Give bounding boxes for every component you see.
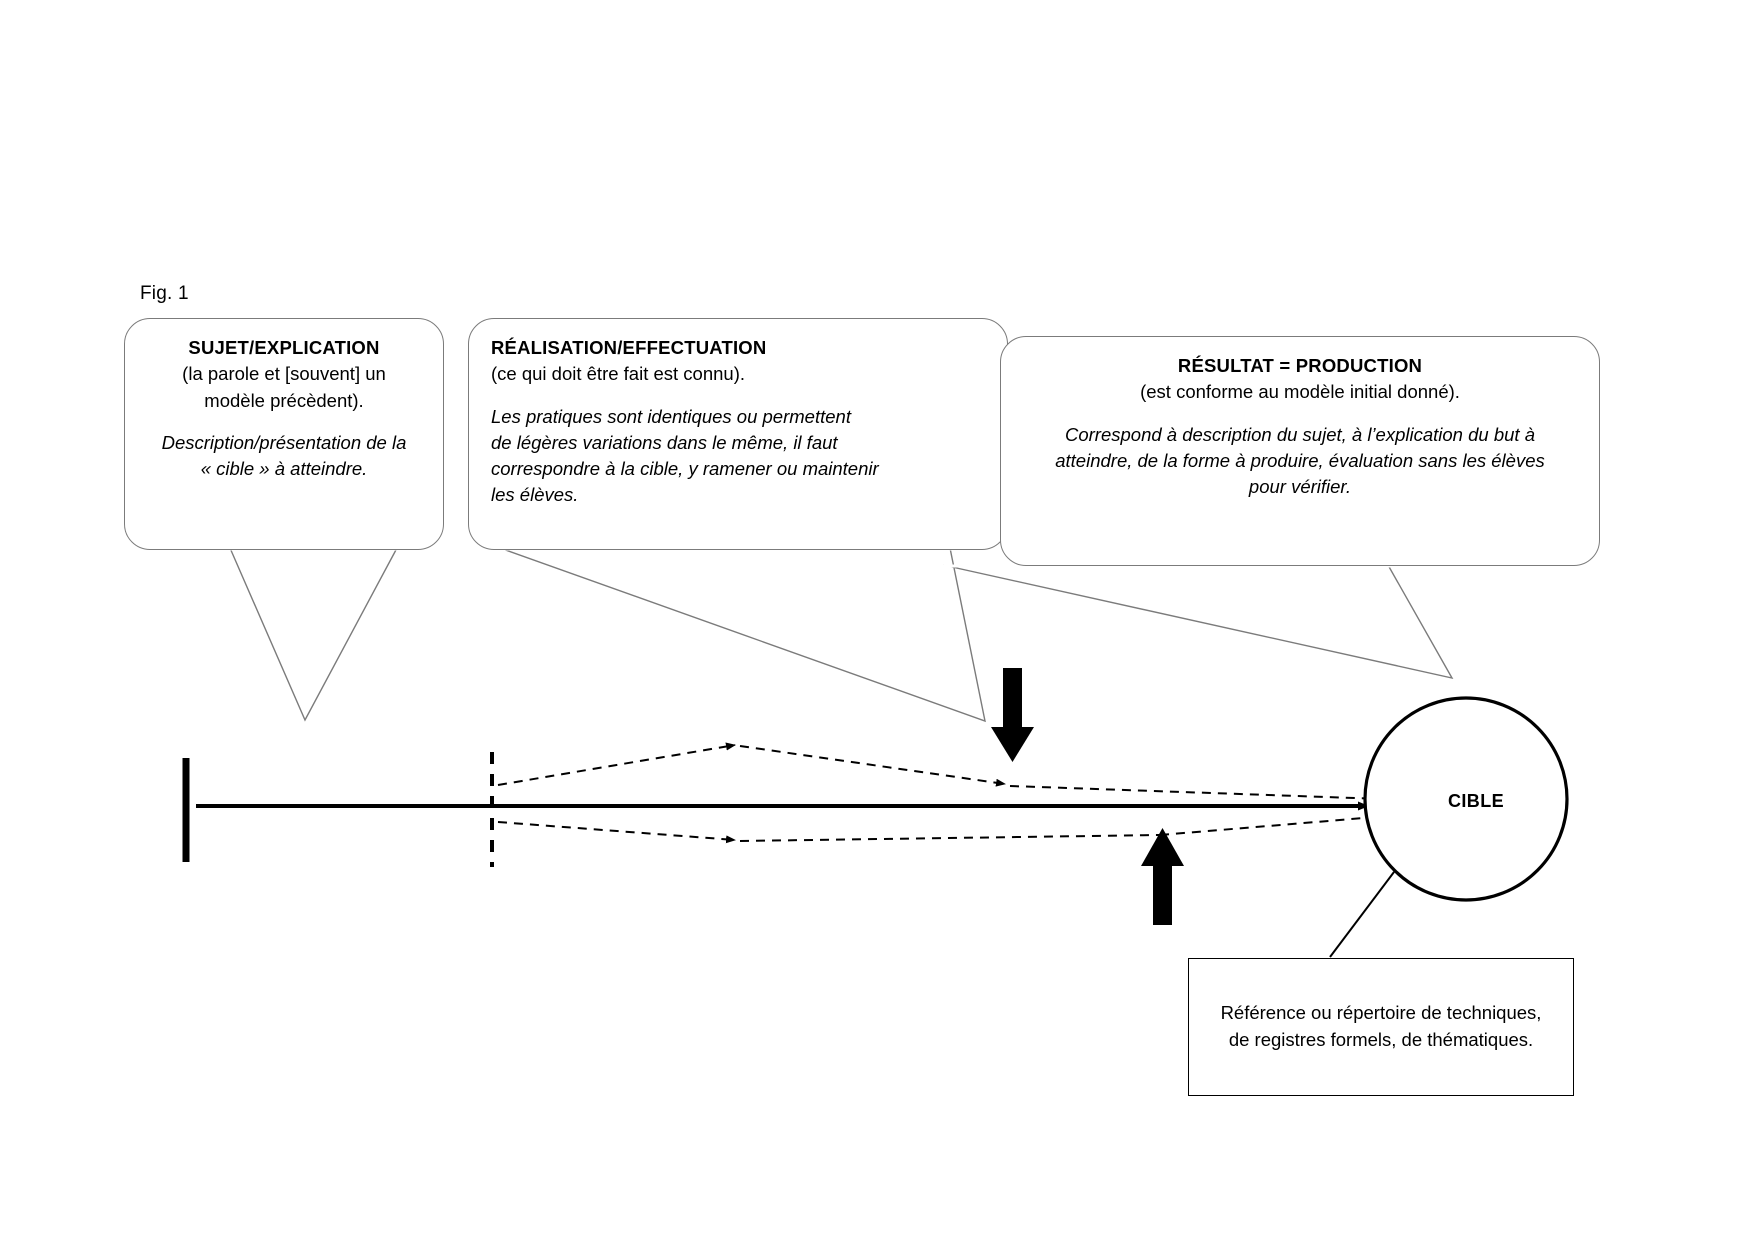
note-line1: Référence ou répertoire de techniques, <box>1220 1002 1542 1024</box>
figure-label: Fig. 1 <box>140 283 189 304</box>
callout-resultat <box>1000 336 1600 566</box>
target-label: CIBLE <box>1448 791 1504 811</box>
callout-resultat-line1: (est conforme au modèle initial donné). <box>1140 381 1460 403</box>
callout-sujet-title: SUJET/EXPLICATION <box>188 337 380 358</box>
callout-sujet-line1: (la parole et [souvent] un <box>182 363 386 385</box>
callout-sujet-line4: « cible » à atteindre. <box>200 458 368 480</box>
trajectory-lower-a <box>498 822 735 840</box>
callout-realisation-line3: de légères variations dans le même, il faut <box>491 431 838 453</box>
callout-resultat-line3: atteindre, de la forme à produire, évaluation sans les élèves <box>1055 449 1545 471</box>
trajectory-upper-c <box>1010 786 1412 800</box>
reference-note-box <box>1188 958 1574 1096</box>
note-line2: de registres formels, de thématiques. <box>1228 1029 1534 1050</box>
down-block-arrow <box>991 668 1034 762</box>
callout-realisation-line4: correspondre à la cible, y ramener ou maintenir <box>491 458 879 480</box>
callout-resultat-title: RÉSULTAT = PRODUCTION <box>1177 355 1423 376</box>
callout-realisation-line2: Les pratiques sont identiques ou permettent <box>491 405 851 427</box>
callout-sujet <box>124 318 444 550</box>
callout-realisation-line1: (ce qui doit être fait est connu). <box>491 363 745 385</box>
up-block-arrow <box>1141 828 1184 925</box>
callout-sujet-line3: Description/présentation de la <box>161 431 407 453</box>
spacer <box>491 388 985 404</box>
trajectory-lower-b <box>740 835 1160 841</box>
note-leader-line <box>1330 872 1394 957</box>
trajectory-upper-a <box>498 745 735 785</box>
callout-resultat-line2: Correspond à description du sujet, à l’explication du but à <box>1065 423 1535 445</box>
callout-resultat-line4: pour vérifier. <box>1248 476 1352 498</box>
callout-tail-realisation <box>498 548 985 721</box>
spacer <box>147 414 421 430</box>
callout-sujet-line2: modèle précèdent). <box>204 389 364 411</box>
callout-realisation-title: RÉALISATION/EFFECTUATION <box>491 337 767 358</box>
trajectory-upper-b <box>740 746 1005 784</box>
callout-realisation-line5: les élèves. <box>491 484 579 506</box>
callout-tail-resultat <box>941 565 1452 678</box>
spacer <box>1023 406 1577 422</box>
callout-realisation <box>468 318 1008 550</box>
callout-tail-sujet <box>228 548 398 720</box>
